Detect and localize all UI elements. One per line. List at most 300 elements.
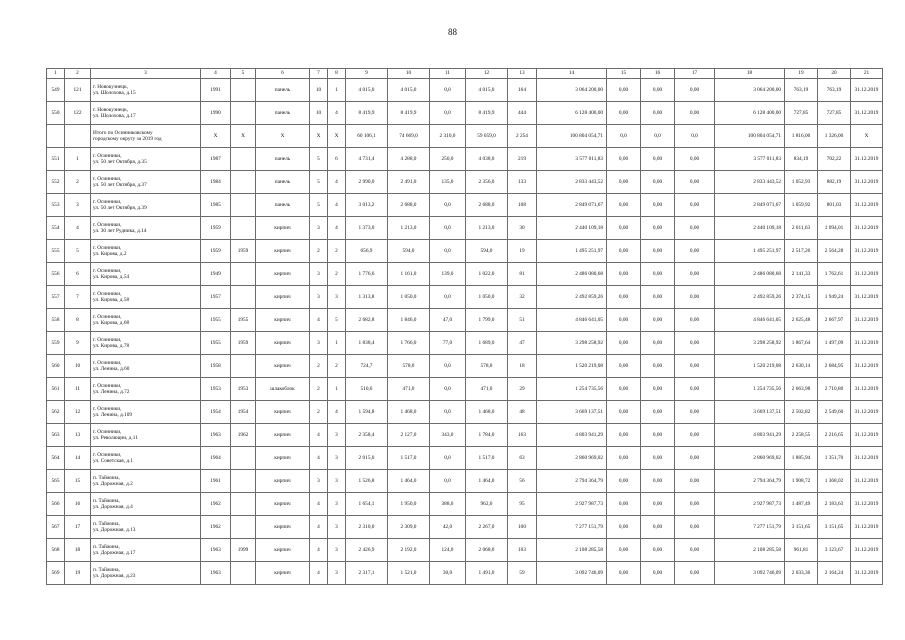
table-cell: 16 [65,493,91,516]
table-cell: 18 [508,355,537,378]
table-cell: 31.12.2019 [851,516,883,539]
table-cell: 11 [65,378,91,401]
table-cell: 1 [65,148,91,171]
table-cell: 0,00 [675,102,715,125]
table-cell: 1999 [231,539,256,562]
column-number-cell: 8 [328,69,346,79]
table-cell: 0,00 [675,447,715,470]
table-cell: 0,0 [430,355,466,378]
table-cell: 2 317,1 [346,562,388,585]
table-cell: 566 [47,493,65,516]
table-cell: кирпич [256,263,310,286]
table-cell: 1 468,0 [466,401,508,424]
table-cell: 1 521,0 [388,562,430,585]
table-cell: 1 094,01 [818,217,851,240]
table-cell: 0,00 [675,79,715,102]
table-cell: 0,00 [641,539,675,562]
table-cell [231,102,256,125]
table-cell: 2 192,0 [388,539,430,562]
table-cell: 0,00 [641,424,675,447]
address-cell: г. Осинники, ул. Кирова, д.78 [91,332,201,355]
table-cell: 1 326,00 [818,125,851,148]
table-cell: 1 799,0 [466,309,508,332]
column-number-cell: 3 [91,69,201,79]
table-cell: 0,0 [430,286,466,309]
table-cell: 1 908,72 [785,470,818,493]
table-cell: 1962 [201,493,231,516]
table-cell: 2 625,48 [785,309,818,332]
address-cell: г. Осинники, ул. Советская, д.1 [91,447,201,470]
table-cell: 122 [65,102,91,125]
table-cell: 1961 [201,470,231,493]
column-number-cell: 10 [388,69,430,79]
table-cell: 0,00 [675,332,715,355]
table-cell: 2 254 [508,125,537,148]
table-cell: 578,0 [388,355,430,378]
table-cell: 1 816,00 [785,125,818,148]
column-number-cell: 4 [201,69,231,79]
table-cell: кирпич [256,355,310,378]
table-cell: 31.12.2019 [851,194,883,217]
table-row [47,470,883,493]
table-cell: 1955 [201,332,231,355]
table-cell: 31.12.2019 [851,309,883,332]
table-cell: 763,19 [785,79,818,102]
table-cell: 0,00 [607,240,641,263]
table-cell: 59 [508,562,537,585]
table-cell: 0,00 [675,493,715,516]
table-cell: 1 059,92 [785,194,818,217]
address-cell: п. Тайжина, ул. Дорожная, д.23 [91,562,201,585]
table-cell: 1959 [231,332,256,355]
table-cell: 3 [328,562,346,585]
table-cell: 2 310,0 [346,516,388,539]
table-cell: 2 860 969,02 [537,447,607,470]
table-row [47,309,883,332]
table-cell: 4 [65,217,91,240]
table-cell: 7 277 151,79 [537,516,607,539]
table-cell: 1991 [201,79,231,102]
table-cell: 2 549,60 [818,401,851,424]
table-cell: 2 667,97 [818,309,851,332]
table-cell: 1 517,0 [388,447,430,470]
table-cell: 2 258,55 [785,424,818,447]
table-cell: 32 [508,286,537,309]
table-cell: 1 784,0 [466,424,508,447]
table-cell: кирпич [256,447,310,470]
table-cell: 0,00 [641,79,675,102]
table-cell: 3 013,2 [346,194,388,217]
table-cell: 1 689,0 [466,332,508,355]
table-cell: 0,00 [675,309,715,332]
table-cell: панель [256,79,310,102]
table-cell: шлакоблок [256,378,310,401]
table-cell: 31.12.2019 [851,332,883,355]
table-cell: 31.12.2019 [851,378,883,401]
table-cell: 14 [65,447,91,470]
table-cell: 3 298 258,92 [537,332,607,355]
table-row [47,217,883,240]
table-cell: 564 [47,447,65,470]
column-number-cell: 1 [47,69,65,79]
table-cell: 2 688,0 [388,194,430,217]
table-cell [231,194,256,217]
table-cell: 63 [508,447,537,470]
column-number-cell: 9 [346,69,388,79]
table-cell: 0,00 [607,79,641,102]
table-row [47,493,883,516]
table-cell: 2 849 071,67 [537,194,607,217]
address-cell: г. Осинники, ул. Кирова, д.54 [91,263,201,286]
table-cell: 2 [310,378,328,401]
table-cell: 2 [65,171,91,194]
table-cell [231,447,256,470]
table-cell: 2 309,0 [388,516,430,539]
table-cell: 1985 [201,194,231,217]
table-cell: 0,0 [430,378,466,401]
column-number-cell: 5 [231,69,256,79]
table-cell: 3 669 137,51 [537,401,607,424]
table-cell: 2 164,24 [818,562,851,585]
table-cell: 1 [328,79,346,102]
table-cell: 4 [328,171,346,194]
table-cell: 0,00 [675,424,715,447]
table-cell [231,286,256,309]
table-cell: 724,7 [346,355,388,378]
table-cell: 1 [328,332,346,355]
table-cell: 555 [47,240,65,263]
table-row [47,240,883,263]
address-cell: г. Осинники, ул. 50 лет Октября, д.35 [91,148,201,171]
table-row [47,102,883,125]
table-cell: 6 128 400,00 [537,102,607,125]
table-cell: 1 487,49 [785,493,818,516]
table-cell: 19 [508,240,537,263]
table-cell [231,355,256,378]
table-cell: 2 927 987,73 [715,493,785,516]
table-cell: 471,0 [466,378,508,401]
table-cell: 2 990,0 [346,171,388,194]
table-cell: 0,00 [607,424,641,447]
table-cell: 31.12.2019 [851,401,883,424]
table-cell: 3 [328,470,346,493]
table-cell: 95 [508,493,537,516]
table-cell: 1 491,0 [466,562,508,585]
table-cell: 0,00 [607,562,641,585]
table-cell: 1 762,61 [818,263,851,286]
table-cell: 100 804 054,71 [537,125,607,148]
table-cell: 4 [310,309,328,332]
table-cell: 19 [65,562,91,585]
table-cell: 0,00 [641,378,675,401]
table-cell: 2 141,33 [785,263,818,286]
table-cell: Х [851,125,883,148]
table-cell: 1953 [201,378,231,401]
table-cell: 2 267,0 [466,516,508,539]
table-cell: 563 [47,424,65,447]
table-cell: 1957 [201,286,231,309]
table-cell: 1984 [201,171,231,194]
table-cell: 2 682,8 [346,309,388,332]
table-cell: 4 288,0 [388,148,430,171]
table-cell: 163 [508,424,537,447]
table-row [47,516,883,539]
table-cell: панель [256,148,310,171]
table-cell: 0,0 [430,217,466,240]
table-cell: 1963 [201,424,231,447]
table-cell: 3 [310,332,328,355]
table-cell: 30 [508,217,537,240]
column-number-cell: 11 [430,69,466,79]
table-cell: 31.12.2019 [851,355,883,378]
table-cell: 1 468,0 [388,401,430,424]
table-cell: 12 [65,401,91,424]
table-cell: Х [231,125,256,148]
table-cell: кирпич [256,286,310,309]
table-cell: 444 [508,102,537,125]
table-cell: 3 [65,194,91,217]
table-cell: 2 491,0 [388,171,430,194]
table-cell: 3 [310,217,328,240]
table-cell: 568 [47,539,65,562]
table-cell: кирпич [256,424,310,447]
table-cell [231,493,256,516]
table-cell [47,125,65,148]
table-cell: 8 [65,309,91,332]
table-cell: 801,03 [818,194,851,217]
table-cell: 4 015,0 [466,79,508,102]
table-cell: 763,19 [818,79,851,102]
table-cell: 559 [47,332,65,355]
table-cell: 4 [328,194,346,217]
table-cell: 1958 [201,355,231,378]
table-cell: 1963 [201,562,231,585]
table-cell: 1 213,0 [466,217,508,240]
table-cell: 0,00 [675,516,715,539]
table-cell: 1962 [201,516,231,539]
table-cell: 4 [310,493,328,516]
table-cell: 1 497,09 [818,332,851,355]
table-cell: 15 [65,470,91,493]
table-cell: 727,85 [785,102,818,125]
column-number-cell: 6 [256,69,310,79]
table-cell: 3 064 200,00 [715,79,785,102]
table-cell: 3 [310,263,328,286]
table-cell: 2 440 109,18 [715,217,785,240]
column-number-cell: 7 [310,69,328,79]
table-cell: 56 [508,470,537,493]
table-cell: 2 358,4 [346,424,388,447]
table-cell: 962,0 [466,493,508,516]
table-cell: 1 373,0 [346,217,388,240]
table-cell: 1954 [231,401,256,424]
table-cell: 0,00 [675,378,715,401]
table-cell: 2 [310,240,328,263]
table-cell: 4 [310,539,328,562]
column-number-cell: 18 [715,69,785,79]
table-cell: 1962 [231,424,256,447]
table-cell: 1 949,24 [818,286,851,309]
table-cell: 0,00 [641,217,675,240]
table-cell: 578,0 [466,355,508,378]
table-cell: 0,00 [675,470,715,493]
table-cell: 0,0 [430,240,466,263]
table-cell: 550 [47,102,65,125]
address-cell: г. Осинники, ул. 50 лет Октября, д.39 [91,194,201,217]
table-cell: 3 [328,516,346,539]
table-cell: 1 846,0 [388,309,430,332]
table-row [47,332,883,355]
table-cell: 656,9 [346,240,388,263]
table-row [47,447,883,470]
column-number-cell: 16 [641,69,675,79]
table-cell: 74 669,0 [388,125,430,148]
table-cell: 0,00 [675,217,715,240]
table-cell: 594,0 [388,240,430,263]
table-cell [231,171,256,194]
table-cell: кирпич [256,309,310,332]
table-cell: кирпич [256,470,310,493]
table-cell: 2 502,82 [785,401,818,424]
table-cell: 60 106,1 [346,125,388,148]
table-cell: 31.12.2019 [851,217,883,240]
table-cell: панель [256,171,310,194]
address-cell: Итого по Осинниковскому городскому округу за 2019 год [91,125,201,148]
table-cell [231,516,256,539]
table-cell: панель [256,102,310,125]
table-cell: 1 050,0 [388,286,430,309]
table-cell: 3 123,67 [818,539,851,562]
table-cell: 4 [310,424,328,447]
table-cell: 3 [310,470,328,493]
table-row [47,401,883,424]
table-cell: 0,00 [641,401,675,424]
table-cell: 3 [310,286,328,309]
table-cell: 0,00 [675,263,715,286]
table-cell: 4 [328,217,346,240]
table-cell: 77,0 [430,332,466,355]
table-cell: 1 351,70 [818,447,851,470]
table-cell: 31.12.2019 [851,240,883,263]
table-row [47,355,883,378]
table-cell: 0,0 [430,401,466,424]
table-cell: 2 310,0 [430,125,466,148]
column-number-cell: 14 [537,69,607,79]
table-cell: 8 419,9 [346,102,388,125]
table-cell: 1 517,0 [466,447,508,470]
table-row [47,148,883,171]
table-cell: 48 [508,401,537,424]
table-cell: 2 [310,355,328,378]
table-cell: 6 128 400,00 [715,102,785,125]
table-cell: 0,00 [641,286,675,309]
table-cell: 4 038,0 [466,148,508,171]
table-cell: 0,00 [607,355,641,378]
table-cell: 5 [310,148,328,171]
table-cell: 0,00 [641,355,675,378]
table-cell: 3 577 011,83 [715,148,785,171]
table-row [47,171,883,194]
table-row [47,194,883,217]
table-cell: 3 064 200,00 [537,79,607,102]
table-cell: 2 710,80 [818,378,851,401]
table-cell: 834,19 [785,148,818,171]
table-cell: 553 [47,194,65,217]
table-cell: 2 833 443,52 [715,171,785,194]
table-row [47,79,883,102]
table-cell: 5 [328,309,346,332]
table-cell: 702,22 [818,148,851,171]
table-cell: 31.12.2019 [851,148,883,171]
table-cell: 6 [65,263,91,286]
address-cell: г. Осинники, ул. Ленина, д.60 [91,355,201,378]
table-cell: 31.12.2019 [851,424,883,447]
table-cell: 3 669 137,51 [715,401,785,424]
table-cell: 1 254 735,56 [715,378,785,401]
table-cell: 1 838,4 [346,332,388,355]
table-cell: 1 885,94 [785,447,818,470]
table-cell: 1 594,8 [346,401,388,424]
table-cell: 1 161,0 [388,263,430,286]
table-cell: 1955 [201,309,231,332]
table-cell: 13 [65,424,91,447]
table-cell [231,148,256,171]
table-cell: 882,19 [818,171,851,194]
table-row [47,539,883,562]
table-cell [231,263,256,286]
table-cell: 471,0 [388,378,430,401]
table-cell: 2 663,98 [785,378,818,401]
table-cell: 1 213,0 [388,217,430,240]
table-cell: 2 [328,240,346,263]
table-cell: 31.12.2019 [851,493,883,516]
table-cell: 3 092 746,09 [537,562,607,585]
table-cell: 1987 [201,148,231,171]
table-cell: 1 867,64 [785,332,818,355]
column-number-cell: 12 [466,69,508,79]
table-cell: 51 [508,309,537,332]
table-cell: 0,0 [607,125,641,148]
table-cell: 10 [310,102,328,125]
table-cell: 7 [65,286,91,309]
table-cell: 1954 [201,401,231,424]
table-cell: 0,00 [641,194,675,217]
table-cell: 4 731,4 [346,148,388,171]
table-cell: 0,00 [607,309,641,332]
table-cell: 3 [328,286,346,309]
table-cell: 4 846 641,05 [715,309,785,332]
table-cell: 0,00 [641,240,675,263]
table-cell: 562 [47,401,65,424]
table-cell: 557 [47,286,65,309]
address-cell: г. Новокузнецк, ул. Шолохова, д.15 [91,79,201,102]
table-cell: Х [310,125,328,148]
table-cell: 0,00 [607,401,641,424]
table-cell: кирпич [256,217,310,240]
table-cell: 8 419,9 [388,102,430,125]
table-cell: 30,0 [430,562,466,585]
table-cell: 121 [65,79,91,102]
table-cell: 0,0 [430,447,466,470]
table-cell [231,562,256,585]
table-cell: 100 804 054,71 [715,125,785,148]
table-cell: 1953 [231,378,256,401]
table-cell: 2 183,63 [818,493,851,516]
table-cell: 47 [508,332,537,355]
table-cell: 0,00 [607,148,641,171]
table-cell: кирпич [256,332,310,355]
address-cell: г. Осинники, ул. Кирова, д.68 [91,309,201,332]
